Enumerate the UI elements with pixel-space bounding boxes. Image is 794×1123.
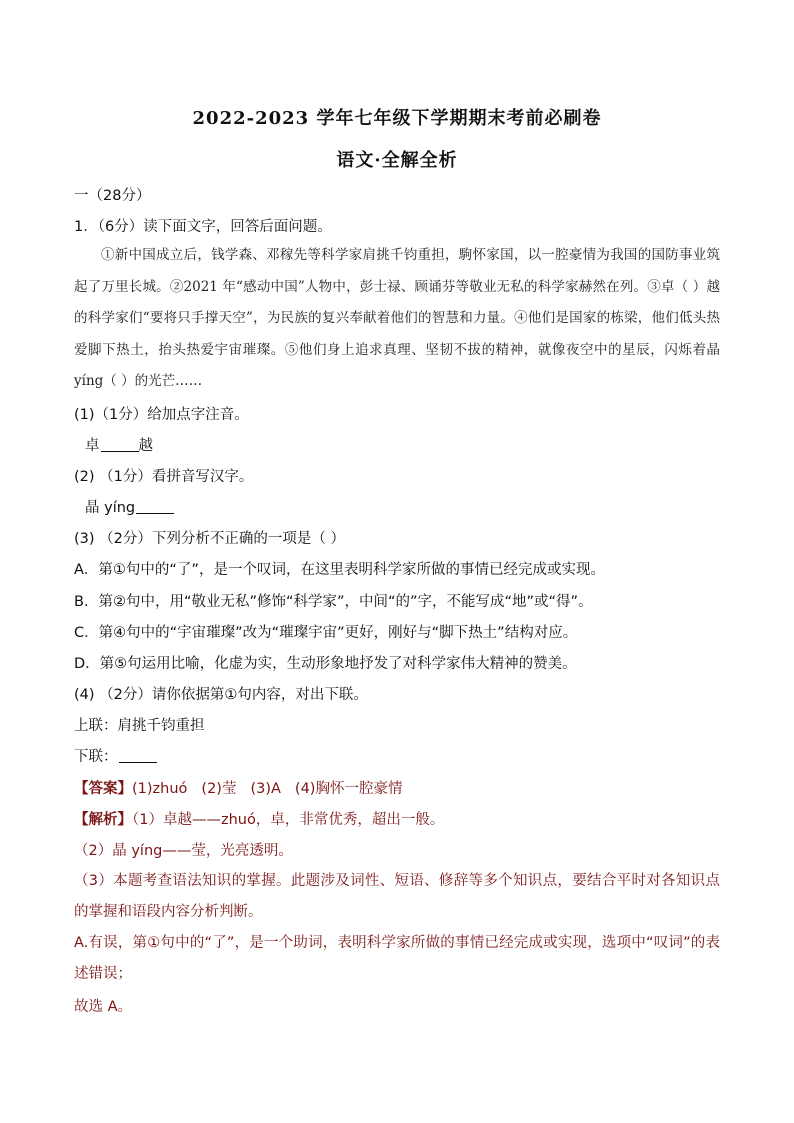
subquestion-1-prompt: 卓 (85, 438, 100, 454)
subquestion-4: (4) （2分）请你依据第①句内容，对出下联。 (74, 687, 368, 703)
answer-item: (2)莹 (201, 781, 237, 797)
answer-blank[interactable] (101, 437, 139, 453)
reading-passage: ①新中国成立后，钱学森、邓稼先等科学家肩挑千钧重担，駒怀家国，以一腔豪情为我国的国防事业筑起了万里长城。②2021 年“感动中国”人物中，彭士禄、顾诵芬等敬业无私的科学家赫然在列。③卓（ ）越的科学家们“要将只手撑天空”，为民族的复兴奉献着他们的智慧和力量。④他们是国家的栋梁，他们低头热爱脚下热土，抬头热爱宇宙璀璨。⑤他们身上追求真理、坚韧不拔的精神，就像夜空中的星辰，闪烁着晶 yíng（ ）的光芒…… (74, 247, 720, 389)
section-heading: 一（28分） (74, 188, 151, 204)
subquestion-2-prompt: 晶 yíng (85, 500, 136, 516)
answer-tag: 【答案】 (74, 781, 132, 797)
answer-item: (1)zhuó (132, 781, 188, 797)
analysis-line-2: （2）晶 yíng——莹，光亮透明。 (74, 843, 293, 859)
subquestion-3: (3) （2分）下列分析不正确的一项是（ ） (74, 531, 345, 547)
question-stem: 1．（6分）读下面文字，回答后面问题。 (74, 219, 332, 235)
option-b: B．第②句中，用“敬业无私”修饰“科学家”，中间“的”字，不能写成“地”或“得”。 (74, 594, 593, 610)
analysis-line-1 (74, 808, 444, 829)
couplet-second-line (74, 745, 157, 766)
answer-blank[interactable] (119, 748, 157, 764)
subquestion-2-answer-line (85, 496, 174, 517)
option-d: D．第⑤句运用比喻，化虚为实，生动形象地抒发了对科学家伟大精神的赞美。 (74, 656, 577, 672)
document-title: 2022-2023 学年七年级下学期期末考前必刷卷 (192, 108, 602, 129)
subquestion-1-after: 越 (138, 438, 153, 454)
analysis-paragraph-3: （3）本题考查语法知识的掌握。此题涉及词性、短语、修辞等多个知识点，要结合平时对各知识点的掌握和语段内容分析判断。 (74, 873, 720, 920)
analysis-tag: 【解析】 (74, 812, 132, 828)
couplet-first-line: 上联：肩挑千钧重担 (74, 718, 205, 734)
option-a: A．第①句中的“了”，是一个叹词，在这里表明科学家所做的事情已经完成或实现。 (74, 562, 605, 578)
subquestion-2: (2) （1分）看拼音写汉字。 (74, 469, 254, 485)
answer-line (74, 777, 416, 798)
document-subtitle: 语文·全解全析 (336, 150, 458, 171)
analysis-paragraph-4: A.有误，第①句中的“了”，是一个助词，表明科学家所做的事情已经完成或实现，选项中“叹词”的表述错误； (74, 935, 720, 982)
answer-blank[interactable] (136, 499, 174, 515)
subquestion-1: (1)（1分）给加点字注音。 (74, 407, 249, 423)
subquestion-1-answer-line (85, 434, 153, 455)
couplet-second-label: 下联： (74, 749, 118, 765)
analysis-line-5: 故选 A。 (74, 999, 133, 1015)
answer-item: (4)胸怀一腔豪情 (294, 781, 403, 797)
analysis-text-1: （1）卓越——zhuó，卓，非常优秀，超出一般。 (132, 812, 445, 828)
option-c: C．第④句中的“宇宙璀璨”改为“璀璨宇宙”更好，刚好与“脚下热土”结构对应。 (74, 625, 578, 641)
answer-item: (3)A (250, 781, 281, 797)
